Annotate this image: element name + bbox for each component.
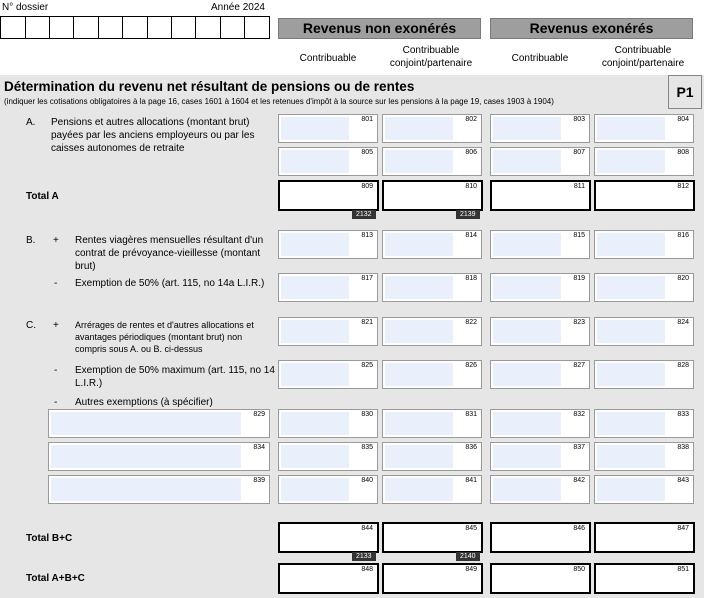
sub-conjoint-1: Contribuable conjoint/partenaire — [389, 45, 473, 69]
field-839-description[interactable]: 839 — [48, 475, 270, 504]
field-821[interactable]: 821 — [278, 317, 378, 346]
field-837[interactable]: 837 — [490, 442, 590, 471]
total-abc-label: Total A+B+C — [26, 573, 85, 584]
total-bc-label: Total B+C — [26, 533, 73, 544]
field-843[interactable]: 843 — [594, 475, 694, 504]
field-833[interactable]: 833 — [594, 409, 694, 438]
field-824[interactable]: 824 — [594, 317, 694, 346]
field-802[interactable]: 802 — [382, 114, 482, 143]
field-829-description[interactable]: 829 — [48, 409, 270, 438]
field-810[interactable]: 810 — [382, 180, 483, 211]
field-804[interactable]: 804 — [594, 114, 694, 143]
field-832[interactable]: 832 — [490, 409, 590, 438]
field-814[interactable]: 814 — [382, 230, 482, 259]
field-834-description[interactable]: 834 — [48, 442, 270, 471]
field-818[interactable]: 818 — [382, 273, 482, 302]
field-823[interactable]: 823 — [490, 317, 590, 346]
field-806[interactable]: 806 — [382, 147, 482, 176]
row-c-plus: + — [53, 320, 59, 331]
field-841[interactable]: 841 — [382, 475, 482, 504]
row-b-label: Rentes viagères mensuelles résultant d'un contrat de prévoyance-vieillesse (montant brut) — [75, 235, 264, 272]
carry-tag-2132: 2132 — [352, 210, 376, 219]
row-c-minus-1: - — [54, 365, 58, 376]
field-813[interactable]: 813 — [278, 230, 378, 259]
field-827[interactable]: 827 — [490, 360, 590, 389]
col-header-non-exoneres: Revenus non exonérés — [278, 18, 481, 39]
field-807[interactable]: 807 — [490, 147, 590, 176]
col-header-exoneres: Revenus exonérés — [490, 18, 693, 39]
row-b-minus: - — [54, 278, 58, 289]
field-849[interactable]: 849 — [382, 563, 483, 594]
field-847[interactable]: 847 — [594, 522, 695, 553]
field-828[interactable]: 828 — [594, 360, 694, 389]
field-835[interactable]: 835 — [278, 442, 378, 471]
field-812[interactable]: 812 — [594, 180, 695, 211]
field-851[interactable]: 851 — [594, 563, 695, 594]
sub-contribuable-2: Contribuable — [511, 53, 569, 64]
field-819[interactable]: 819 — [490, 273, 590, 302]
annee-label: Année 2024 — [211, 2, 265, 13]
total-a-label: Total A — [26, 191, 59, 202]
section-title: Détermination du revenu net résultant de pensions ou de rentes — [4, 79, 415, 94]
carry-tag-2139: 2139 — [456, 210, 480, 219]
row-a-label: Pensions et autres allocations (montant brut) payées par les anciens employeurs ou par les caisses autonomes de retraite — [51, 117, 255, 154]
row-b-plus: + — [53, 235, 59, 246]
dossier-label: N° dossier — [2, 2, 49, 13]
field-831[interactable]: 831 — [382, 409, 482, 438]
field-822[interactable]: 822 — [382, 317, 482, 346]
carry-tag-2133: 2133 — [352, 552, 376, 561]
field-840[interactable]: 840 — [278, 475, 378, 504]
dossier-number-field[interactable] — [0, 16, 270, 39]
field-815[interactable]: 815 — [490, 230, 590, 259]
field-803[interactable]: 803 — [490, 114, 590, 143]
field-836[interactable]: 836 — [382, 442, 482, 471]
row-c-letter: C. — [26, 320, 36, 331]
field-826[interactable]: 826 — [382, 360, 482, 389]
field-820[interactable]: 820 — [594, 273, 694, 302]
field-805[interactable]: 805 — [278, 147, 378, 176]
sub-conjoint-2: Contribuable conjoint/partenaire — [601, 45, 685, 69]
field-838[interactable]: 838 — [594, 442, 694, 471]
row-a-letter: A. — [26, 117, 36, 128]
field-809[interactable]: 809 — [278, 180, 379, 211]
field-850[interactable]: 850 — [490, 563, 591, 594]
row-b-letter: B. — [26, 235, 36, 246]
field-846[interactable]: 846 — [490, 522, 591, 553]
sub-contribuable-1: Contribuable — [299, 53, 357, 64]
row-b-exempt-label: Exemption de 50% (art. 115, no 14a L.I.R.) — [75, 278, 265, 289]
field-842[interactable]: 842 — [490, 475, 590, 504]
field-817[interactable]: 817 — [278, 273, 378, 302]
row-c-minus-2: - — [54, 397, 58, 408]
field-801[interactable]: 801 — [278, 114, 378, 143]
field-811[interactable]: 811 — [490, 180, 591, 211]
row-c-label: Arrérages de rentes et d'autres allocations et avantages périodiques (montant brut) non compris sous A. ou B. ci-dessus — [75, 320, 254, 354]
field-816[interactable]: 816 — [594, 230, 694, 259]
page-tag-p1: P1 — [668, 75, 702, 109]
row-c-other-label: Autres exemptions (à spécifier) — [75, 397, 213, 408]
field-848[interactable]: 848 — [278, 563, 379, 594]
field-808[interactable]: 808 — [594, 147, 694, 176]
row-c-exempt-label: Exemption de 50% maximum (art. 115, no 14 L.I.R.) — [75, 365, 275, 389]
carry-tag-2140: 2140 — [456, 552, 480, 561]
field-845[interactable]: 845 — [382, 522, 483, 553]
section-subtitle: (indiquer les cotisations obligatoires à la page 16, cases 1601 à 1604 et les retenues d'impôt à la source sur les pensions à la page 19, cases 1903 à 1904) — [4, 97, 554, 106]
field-825[interactable]: 825 — [278, 360, 378, 389]
field-844[interactable]: 844 — [278, 522, 379, 553]
field-830[interactable]: 830 — [278, 409, 378, 438]
